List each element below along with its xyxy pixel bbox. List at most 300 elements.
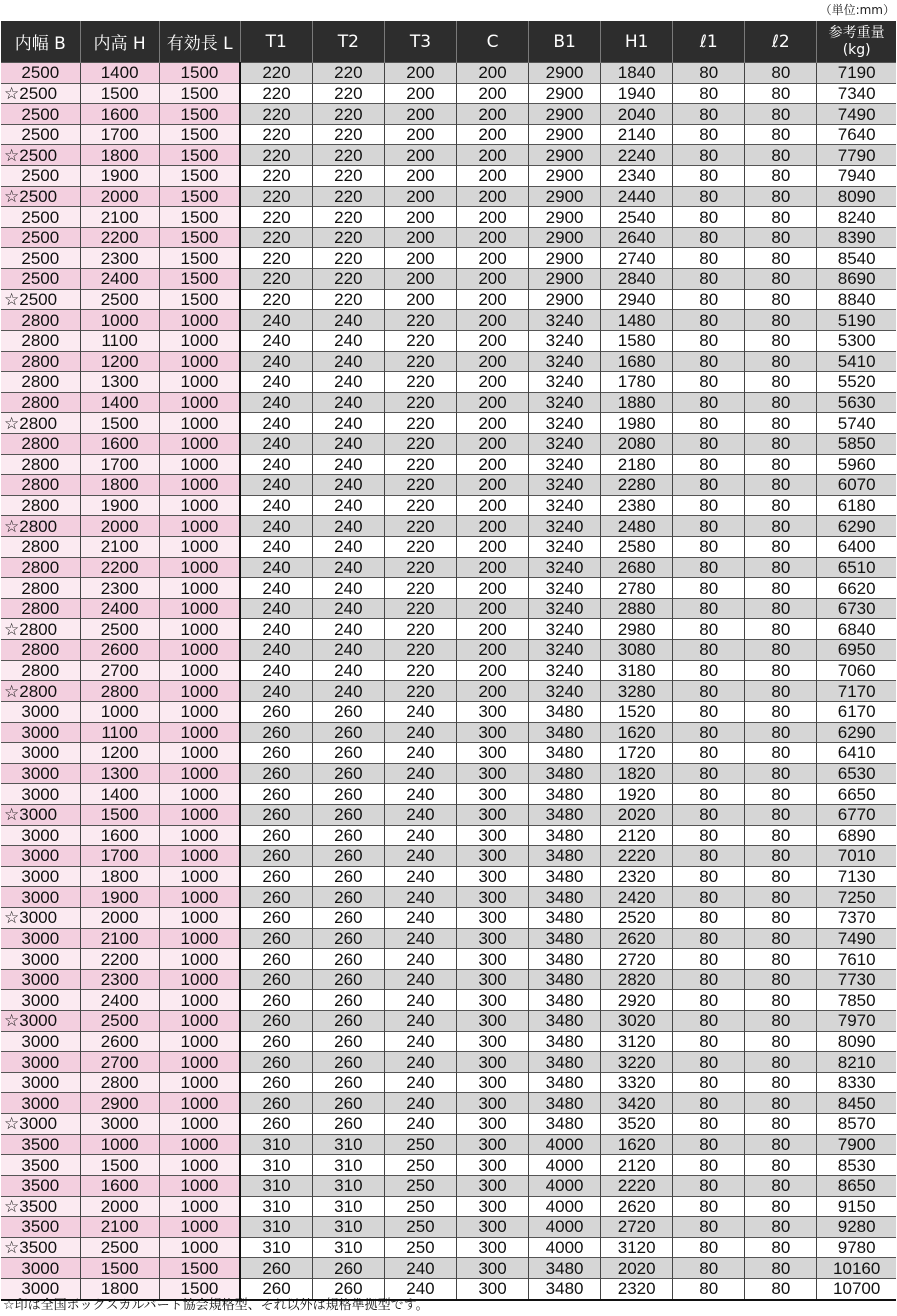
cell-t1: 260 xyxy=(240,887,312,908)
cell-t3: 220 xyxy=(384,454,456,475)
cell-inner-height: 2400 xyxy=(80,990,159,1011)
cell-inner-height: 2200 xyxy=(80,227,159,248)
cell-c: 200 xyxy=(456,454,528,475)
cell-effective-length: 1000 xyxy=(159,1217,240,1238)
cell-h1: 2740 xyxy=(601,248,673,269)
cell-t2: 240 xyxy=(312,660,384,681)
cell-c: 300 xyxy=(456,743,528,764)
cell-inner-height: 1600 xyxy=(80,1175,159,1196)
cell-effective-length: 1000 xyxy=(159,578,240,599)
cell-l1: 80 xyxy=(673,166,745,187)
cell-t2: 260 xyxy=(312,1258,384,1279)
cell-t2: 220 xyxy=(312,145,384,166)
cell-t1: 240 xyxy=(240,557,312,578)
cell-b1: 3480 xyxy=(529,887,601,908)
cell-t3: 200 xyxy=(384,145,456,166)
cell-h1: 2520 xyxy=(601,907,673,928)
cell-t1: 310 xyxy=(240,1134,312,1155)
cell-reference-weight: 9150 xyxy=(817,1196,896,1217)
cell-inner-width: 2500 xyxy=(1,269,80,290)
cell-l1: 80 xyxy=(673,124,745,145)
cell-t2: 310 xyxy=(312,1237,384,1258)
cell-inner-height: 2300 xyxy=(80,969,159,990)
cell-c: 200 xyxy=(456,640,528,661)
cell-h1: 2340 xyxy=(601,166,673,187)
cell-t3: 240 xyxy=(384,1052,456,1073)
cell-effective-length: 1000 xyxy=(159,392,240,413)
cell-c: 200 xyxy=(456,413,528,434)
cell-l1: 80 xyxy=(673,598,745,619)
cell-l1: 80 xyxy=(673,701,745,722)
table-row xyxy=(1,866,896,887)
cell-l1: 80 xyxy=(673,475,745,496)
cell-l1: 80 xyxy=(673,1134,745,1155)
cell-l2: 80 xyxy=(745,1278,817,1299)
cell-t3: 240 xyxy=(384,743,456,764)
cell-b1: 2900 xyxy=(529,248,601,269)
cell-h1: 2620 xyxy=(601,1196,673,1217)
table-row xyxy=(1,743,896,764)
cell-b1: 4000 xyxy=(529,1134,601,1155)
cell-inner-width: 2800 xyxy=(1,351,80,372)
cell-effective-length: 1000 xyxy=(159,516,240,537)
cell-effective-length: 1000 xyxy=(159,990,240,1011)
table-row xyxy=(1,124,896,145)
cell-h1: 1880 xyxy=(601,392,673,413)
table-row xyxy=(1,969,896,990)
cell-l2: 80 xyxy=(745,722,817,743)
cell-inner-height: 1800 xyxy=(80,475,159,496)
cell-b1: 3240 xyxy=(529,681,601,702)
table-row xyxy=(1,804,896,825)
cell-t3: 250 xyxy=(384,1134,456,1155)
cell-inner-height: 1400 xyxy=(80,392,159,413)
cell-inner-height: 1300 xyxy=(80,372,159,393)
cell-t3: 250 xyxy=(384,1175,456,1196)
cell-c: 200 xyxy=(456,269,528,290)
cell-l1: 80 xyxy=(673,660,745,681)
cell-inner-width: 3000 xyxy=(1,928,80,949)
cell-c: 300 xyxy=(456,928,528,949)
cell-reference-weight: 6530 xyxy=(817,763,896,784)
cell-effective-length: 1000 xyxy=(159,640,240,661)
cell-h1: 2640 xyxy=(601,227,673,248)
cell-t1: 240 xyxy=(240,537,312,558)
cell-l1: 80 xyxy=(673,784,745,805)
cell-effective-length: 1000 xyxy=(159,928,240,949)
cell-l1: 80 xyxy=(673,866,745,887)
cell-b1: 4000 xyxy=(529,1196,601,1217)
cell-inner-width: 3000 xyxy=(1,969,80,990)
cell-b1: 3480 xyxy=(529,804,601,825)
cell-t1: 260 xyxy=(240,1278,312,1299)
cell-t2: 240 xyxy=(312,557,384,578)
cell-t3: 220 xyxy=(384,537,456,558)
cell-b1: 3480 xyxy=(529,825,601,846)
cell-effective-length: 1000 xyxy=(159,372,240,393)
cell-h1: 3020 xyxy=(601,1011,673,1032)
table-row xyxy=(1,475,896,496)
cell-reference-weight: 6290 xyxy=(817,722,896,743)
cell-effective-length: 1000 xyxy=(159,1196,240,1217)
cell-inner-height: 2000 xyxy=(80,907,159,928)
cell-b1: 3240 xyxy=(529,372,601,393)
cell-inner-width: ☆3500 xyxy=(1,1237,80,1258)
cell-inner-height: 2100 xyxy=(80,207,159,228)
cell-t3: 240 xyxy=(384,949,456,970)
cell-c: 200 xyxy=(456,166,528,187)
cell-t3: 220 xyxy=(384,619,456,640)
cell-t3: 220 xyxy=(384,681,456,702)
cell-t1: 220 xyxy=(240,63,312,84)
cell-l1: 80 xyxy=(673,681,745,702)
cell-t3: 240 xyxy=(384,701,456,722)
cell-t1: 240 xyxy=(240,640,312,661)
cell-inner-height: 1300 xyxy=(80,763,159,784)
cell-l1: 80 xyxy=(673,1175,745,1196)
cell-t2: 260 xyxy=(312,701,384,722)
cell-c: 200 xyxy=(456,351,528,372)
cell-t3: 240 xyxy=(384,763,456,784)
cell-t3: 240 xyxy=(384,825,456,846)
cell-b1: 3480 xyxy=(529,784,601,805)
cell-inner-width: ☆2800 xyxy=(1,413,80,434)
cell-c: 300 xyxy=(456,1196,528,1217)
cell-l1: 80 xyxy=(673,990,745,1011)
cell-h1: 1940 xyxy=(601,83,673,104)
cell-t3: 200 xyxy=(384,248,456,269)
cell-l2: 80 xyxy=(745,743,817,764)
cell-reference-weight: 9780 xyxy=(817,1237,896,1258)
cell-l2: 80 xyxy=(745,227,817,248)
table-row xyxy=(1,1052,896,1073)
cell-l1: 80 xyxy=(673,310,745,331)
cell-t1: 220 xyxy=(240,207,312,228)
cell-t2: 260 xyxy=(312,1093,384,1114)
cell-l2: 80 xyxy=(745,1175,817,1196)
cell-l1: 80 xyxy=(673,372,745,393)
cell-effective-length: 1000 xyxy=(159,1114,240,1135)
cell-c: 200 xyxy=(456,330,528,351)
cell-t1: 260 xyxy=(240,1011,312,1032)
cell-t2: 220 xyxy=(312,124,384,145)
cell-h1: 2920 xyxy=(601,990,673,1011)
cell-l2: 80 xyxy=(745,537,817,558)
cell-c: 200 xyxy=(456,289,528,310)
cell-h1: 3080 xyxy=(601,640,673,661)
cell-inner-width: ☆3000 xyxy=(1,804,80,825)
cell-l2: 80 xyxy=(745,1155,817,1176)
cell-c: 200 xyxy=(456,124,528,145)
cell-inner-height: 2400 xyxy=(80,269,159,290)
cell-reference-weight: 8840 xyxy=(817,289,896,310)
table-row xyxy=(1,578,896,599)
cell-inner-width: 3000 xyxy=(1,1031,80,1052)
cell-l2: 80 xyxy=(745,681,817,702)
cell-h1: 2420 xyxy=(601,887,673,908)
cell-t3: 250 xyxy=(384,1217,456,1238)
cell-reference-weight: 7340 xyxy=(817,83,896,104)
cell-t3: 200 xyxy=(384,83,456,104)
cell-effective-length: 1000 xyxy=(159,1052,240,1073)
cell-inner-height: 2500 xyxy=(80,289,159,310)
cell-t2: 240 xyxy=(312,372,384,393)
cell-t1: 310 xyxy=(240,1217,312,1238)
cell-b1: 3240 xyxy=(529,557,601,578)
cell-c: 200 xyxy=(456,557,528,578)
cell-b1: 2900 xyxy=(529,166,601,187)
cell-l1: 80 xyxy=(673,619,745,640)
cell-t3: 240 xyxy=(384,907,456,928)
cell-t1: 240 xyxy=(240,619,312,640)
table-row xyxy=(1,166,896,187)
cell-t2: 220 xyxy=(312,227,384,248)
cell-h1: 2480 xyxy=(601,516,673,537)
header-t2: T2 xyxy=(312,21,384,63)
cell-h1: 2840 xyxy=(601,269,673,290)
cell-t3: 220 xyxy=(384,475,456,496)
cell-t1: 220 xyxy=(240,289,312,310)
cell-t3: 220 xyxy=(384,310,456,331)
cell-effective-length: 1000 xyxy=(159,784,240,805)
cell-effective-length: 1500 xyxy=(159,227,240,248)
cell-t2: 240 xyxy=(312,537,384,558)
cell-inner-width: 3000 xyxy=(1,866,80,887)
cell-t2: 240 xyxy=(312,475,384,496)
cell-b1: 3480 xyxy=(529,1258,601,1279)
cell-l2: 80 xyxy=(745,866,817,887)
cell-effective-length: 1500 xyxy=(159,104,240,125)
cell-b1: 2900 xyxy=(529,289,601,310)
table-row xyxy=(1,990,896,1011)
cell-inner-width: 3000 xyxy=(1,701,80,722)
cell-reference-weight: 5630 xyxy=(817,392,896,413)
cell-effective-length: 1000 xyxy=(159,743,240,764)
cell-c: 200 xyxy=(456,495,528,516)
cell-inner-width: 3000 xyxy=(1,1258,80,1279)
cell-t3: 240 xyxy=(384,887,456,908)
cell-reference-weight: 7730 xyxy=(817,969,896,990)
cell-t2: 260 xyxy=(312,846,384,867)
cell-t2: 240 xyxy=(312,495,384,516)
cell-b1: 2900 xyxy=(529,207,601,228)
cell-inner-width: 2800 xyxy=(1,433,80,454)
cell-t3: 240 xyxy=(384,846,456,867)
cell-l2: 80 xyxy=(745,1134,817,1155)
cell-b1: 3480 xyxy=(529,1072,601,1093)
cell-effective-length: 1000 xyxy=(159,949,240,970)
cell-effective-length: 1000 xyxy=(159,619,240,640)
cell-l2: 80 xyxy=(745,269,817,290)
cell-t1: 260 xyxy=(240,1031,312,1052)
cell-inner-width: 2500 xyxy=(1,104,80,125)
cell-t2: 260 xyxy=(312,1072,384,1093)
table-row xyxy=(1,1134,896,1155)
cell-c: 200 xyxy=(456,310,528,331)
cell-effective-length: 1000 xyxy=(159,537,240,558)
cell-inner-height: 1600 xyxy=(80,433,159,454)
cell-h1: 2320 xyxy=(601,1278,673,1299)
cell-b1: 3240 xyxy=(529,392,601,413)
cell-t1: 310 xyxy=(240,1155,312,1176)
cell-l2: 80 xyxy=(745,413,817,434)
cell-effective-length: 1000 xyxy=(159,330,240,351)
cell-effective-length: 1000 xyxy=(159,1175,240,1196)
cell-t3: 220 xyxy=(384,640,456,661)
cell-b1: 3240 xyxy=(529,660,601,681)
table-row xyxy=(1,681,896,702)
footnote: ☆印は全国ボックスカルバート協会規格型、それ以外は規格準拠型です。 xyxy=(3,1298,429,1313)
cell-t1: 260 xyxy=(240,701,312,722)
cell-l1: 80 xyxy=(673,495,745,516)
cell-effective-length: 1000 xyxy=(159,846,240,867)
cell-inner-width: 3000 xyxy=(1,1072,80,1093)
cell-l2: 80 xyxy=(745,598,817,619)
cell-l2: 80 xyxy=(745,763,817,784)
cell-t2: 260 xyxy=(312,969,384,990)
cell-t1: 260 xyxy=(240,990,312,1011)
cell-t3: 240 xyxy=(384,1072,456,1093)
cell-h1: 2040 xyxy=(601,104,673,125)
cell-h1: 2820 xyxy=(601,969,673,990)
cell-reference-weight: 6840 xyxy=(817,619,896,640)
cell-inner-width: 3000 xyxy=(1,722,80,743)
cell-inner-height: 2000 xyxy=(80,516,159,537)
cell-t1: 240 xyxy=(240,310,312,331)
cell-reference-weight: 6950 xyxy=(817,640,896,661)
cell-c: 200 xyxy=(456,248,528,269)
cell-reference-weight: 6510 xyxy=(817,557,896,578)
cell-l2: 80 xyxy=(745,145,817,166)
table-row xyxy=(1,907,896,928)
cell-reference-weight: 6290 xyxy=(817,516,896,537)
cell-inner-height: 2200 xyxy=(80,949,159,970)
cell-inner-height: 2000 xyxy=(80,1196,159,1217)
cell-b1: 3240 xyxy=(529,598,601,619)
cell-inner-width: 3000 xyxy=(1,1093,80,1114)
cell-b1: 3480 xyxy=(529,743,601,764)
cell-inner-width: 3500 xyxy=(1,1217,80,1238)
cell-inner-width: ☆3000 xyxy=(1,907,80,928)
cell-reference-weight: 6410 xyxy=(817,743,896,764)
cell-t2: 260 xyxy=(312,990,384,1011)
cell-inner-width: ☆2800 xyxy=(1,619,80,640)
cell-t3: 220 xyxy=(384,598,456,619)
cell-inner-width: 2500 xyxy=(1,248,80,269)
cell-l2: 80 xyxy=(745,1072,817,1093)
cell-l2: 80 xyxy=(745,846,817,867)
cell-t2: 260 xyxy=(312,722,384,743)
cell-h1: 2680 xyxy=(601,557,673,578)
cell-l1: 80 xyxy=(673,1155,745,1176)
table-row xyxy=(1,619,896,640)
cell-effective-length: 1500 xyxy=(159,124,240,145)
table-row xyxy=(1,392,896,413)
cell-l2: 80 xyxy=(745,1237,817,1258)
cell-b1: 3240 xyxy=(529,310,601,331)
culvert-spec-table xyxy=(1,21,896,1301)
cell-l2: 80 xyxy=(745,1196,817,1217)
cell-l2: 80 xyxy=(745,557,817,578)
cell-c: 200 xyxy=(456,619,528,640)
cell-effective-length: 1000 xyxy=(159,310,240,331)
table-row xyxy=(1,887,896,908)
cell-inner-height: 1600 xyxy=(80,825,159,846)
cell-l1: 80 xyxy=(673,763,745,784)
cell-inner-width: 3000 xyxy=(1,846,80,867)
cell-reference-weight: 8390 xyxy=(817,227,896,248)
cell-t1: 240 xyxy=(240,475,312,496)
cell-inner-height: 2700 xyxy=(80,1052,159,1073)
cell-l2: 80 xyxy=(745,949,817,970)
cell-inner-height: 1100 xyxy=(80,722,159,743)
cell-inner-width: 2800 xyxy=(1,495,80,516)
cell-c: 300 xyxy=(456,1175,528,1196)
cell-effective-length: 1500 xyxy=(159,269,240,290)
cell-effective-length: 1500 xyxy=(159,1278,240,1299)
cell-t2: 240 xyxy=(312,392,384,413)
cell-h1: 1780 xyxy=(601,372,673,393)
cell-h1: 1920 xyxy=(601,784,673,805)
table-row xyxy=(1,846,896,867)
cell-t2: 220 xyxy=(312,207,384,228)
cell-t3: 220 xyxy=(384,516,456,537)
cell-t1: 260 xyxy=(240,866,312,887)
cell-reference-weight: 7940 xyxy=(817,166,896,187)
cell-effective-length: 1000 xyxy=(159,475,240,496)
cell-inner-height: 1700 xyxy=(80,454,159,475)
cell-inner-height: 1900 xyxy=(80,166,159,187)
cell-inner-height: 1200 xyxy=(80,743,159,764)
cell-effective-length: 1000 xyxy=(159,557,240,578)
cell-l1: 80 xyxy=(673,145,745,166)
cell-t1: 240 xyxy=(240,495,312,516)
cell-inner-width: 3000 xyxy=(1,784,80,805)
cell-inner-height: 1100 xyxy=(80,330,159,351)
cell-reference-weight: 6070 xyxy=(817,475,896,496)
cell-l2: 80 xyxy=(745,104,817,125)
cell-t2: 240 xyxy=(312,454,384,475)
cell-inner-width: 2800 xyxy=(1,392,80,413)
cell-h1: 2720 xyxy=(601,949,673,970)
table-row xyxy=(1,1031,896,1052)
cell-l2: 80 xyxy=(745,63,817,84)
cell-reference-weight: 9280 xyxy=(817,1217,896,1238)
table-row xyxy=(1,1237,896,1258)
cell-b1: 2900 xyxy=(529,227,601,248)
cell-reference-weight: 7060 xyxy=(817,660,896,681)
cell-l1: 80 xyxy=(673,557,745,578)
cell-effective-length: 1000 xyxy=(159,887,240,908)
cell-b1: 2900 xyxy=(529,83,601,104)
cell-l1: 80 xyxy=(673,392,745,413)
cell-h1: 3180 xyxy=(601,660,673,681)
cell-reference-weight: 8330 xyxy=(817,1072,896,1093)
cell-l2: 80 xyxy=(745,289,817,310)
cell-reference-weight: 7130 xyxy=(817,866,896,887)
header-h1: H1 xyxy=(601,21,673,63)
cell-l2: 80 xyxy=(745,1217,817,1238)
header-inner-width: 内幅 B xyxy=(1,21,80,63)
cell-reference-weight: 8690 xyxy=(817,269,896,290)
table-row xyxy=(1,763,896,784)
cell-reference-weight: 10160 xyxy=(817,1258,896,1279)
cell-h1: 2380 xyxy=(601,495,673,516)
cell-b1: 4000 xyxy=(529,1217,601,1238)
cell-reference-weight: 8570 xyxy=(817,1114,896,1135)
cell-c: 300 xyxy=(456,722,528,743)
cell-b1: 3480 xyxy=(529,1278,601,1299)
